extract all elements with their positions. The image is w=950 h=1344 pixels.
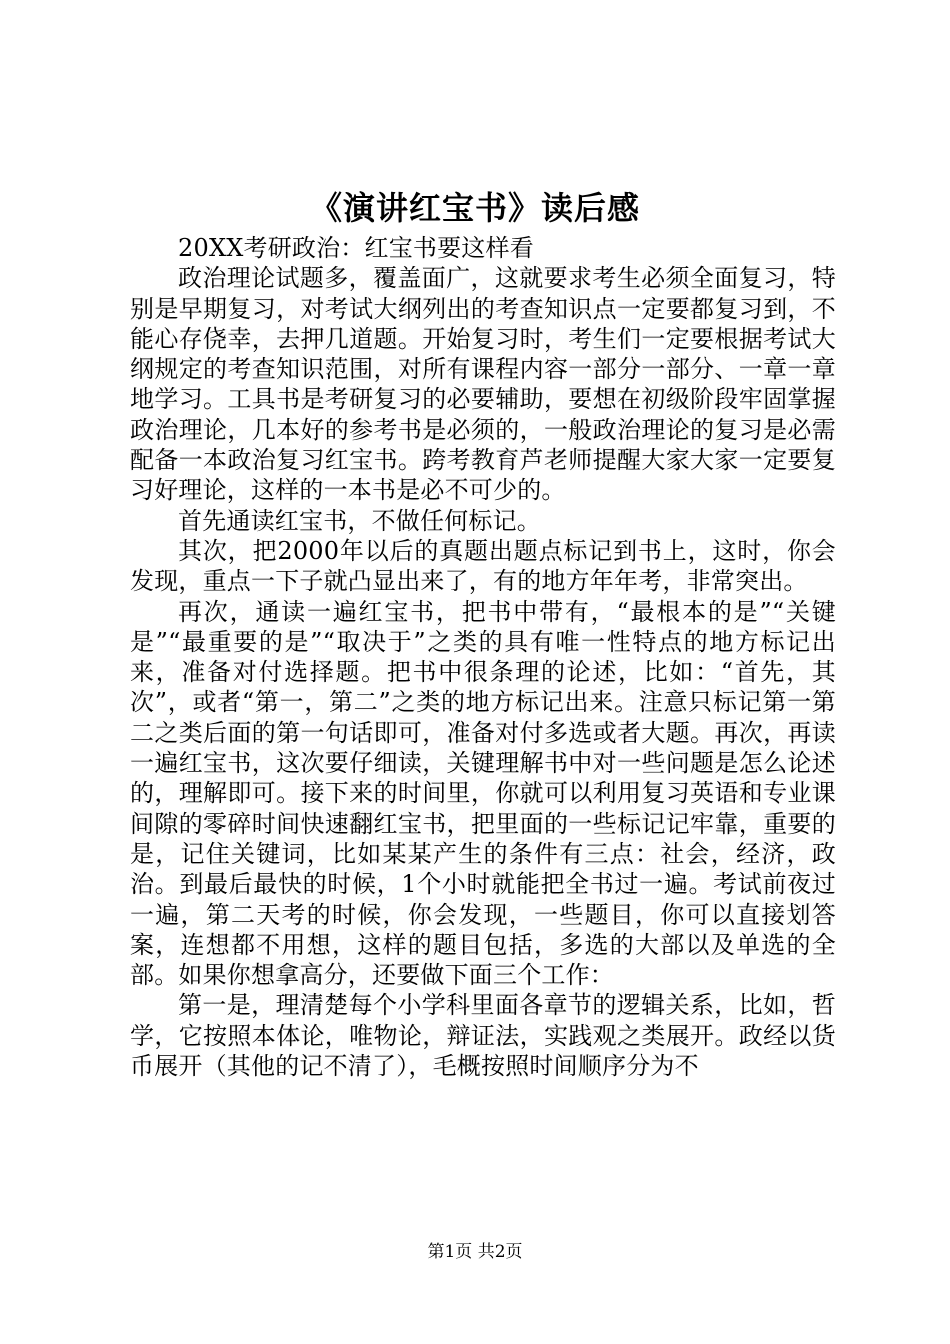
body-paragraph: 第一是，理清楚每个小学科里面各章节的逻辑关系，比如，哲学，它按照本体论，唯物论，辩证法，实践观之类展开。政经以货币展开（其他的记不清了），毛概按照时间顺序分为不 bbox=[130, 991, 836, 1081]
page-footer: 第1页 共2页 bbox=[427, 1242, 523, 1262]
body-paragraph: 再次，通读一遍红宝书，把书中带有，“最根本的是”“关键是”“最重要的是”“取决于”之类的具有唯一性特点的地方标记出来，准备对付选择题。把书中很条理的论述，比如：“首先，其次”，或者“第一，第二”之类的地方标记出来。注意只标记第一第二之类后面的第一句话即可，准备对付多选或者大题。再次，再读一遍红宝书，这次要仔细读，关键理解书中对一些问题是怎么论述的，理解即可。接下来的时间里，你就可以利用复习英语和专业课间隙的零碎时间快速翻红宝书，把里面的一些标记记牢靠，重要的是，记住关键词，比如某某产生的条件有三点：社会，经济，政治。到最后最快的时候，1个小时就能把全书过一遍。考试前夜过一遍，第二天考的时候，你会发现，一些题目，你可以直接划答案，连想都不用想，这样的题目包括，多选的大部以及单选的全部。如果你想拿高分，还要做下面三个工作： bbox=[130, 597, 836, 990]
body-paragraph: 其次，把2000年以后的真题出题点标记到书上，这时，你会发现，重点一下子就凸显出来了，有的地方年年考，非常突出。 bbox=[130, 536, 836, 596]
subtitle-paragraph: 20XX考研政治：红宝书要这样看 bbox=[178, 234, 534, 262]
document-title: 《演讲红宝书》读后感 bbox=[309, 189, 640, 227]
body-paragraph: 首先通读红宝书，不做任何标记。 bbox=[178, 506, 541, 535]
body-paragraph: 政治理论试题多，覆盖面广，这就要求考生必须全面复习，特别是早期复习，对考试大纲列出的考查知识点一定要都复习到，不能心存侥幸，去押几道题。开始复习时，考生们一定要根据考试大纲规定的考查知识范围，对所有课程内容一部分一部分、一章一章地学习。工具书是考研复习的必要辅助，要想在初级阶段牢固掌握政治理论，几本好的参考书是必须的，一般政治理论的复习是必需配备一本政治复习红宝书。跨考教育芦老师提醒大家大家一定要复习好理论，这样的一本书是必不可少的。 bbox=[130, 264, 836, 505]
document-body bbox=[130, 233, 836, 1081]
